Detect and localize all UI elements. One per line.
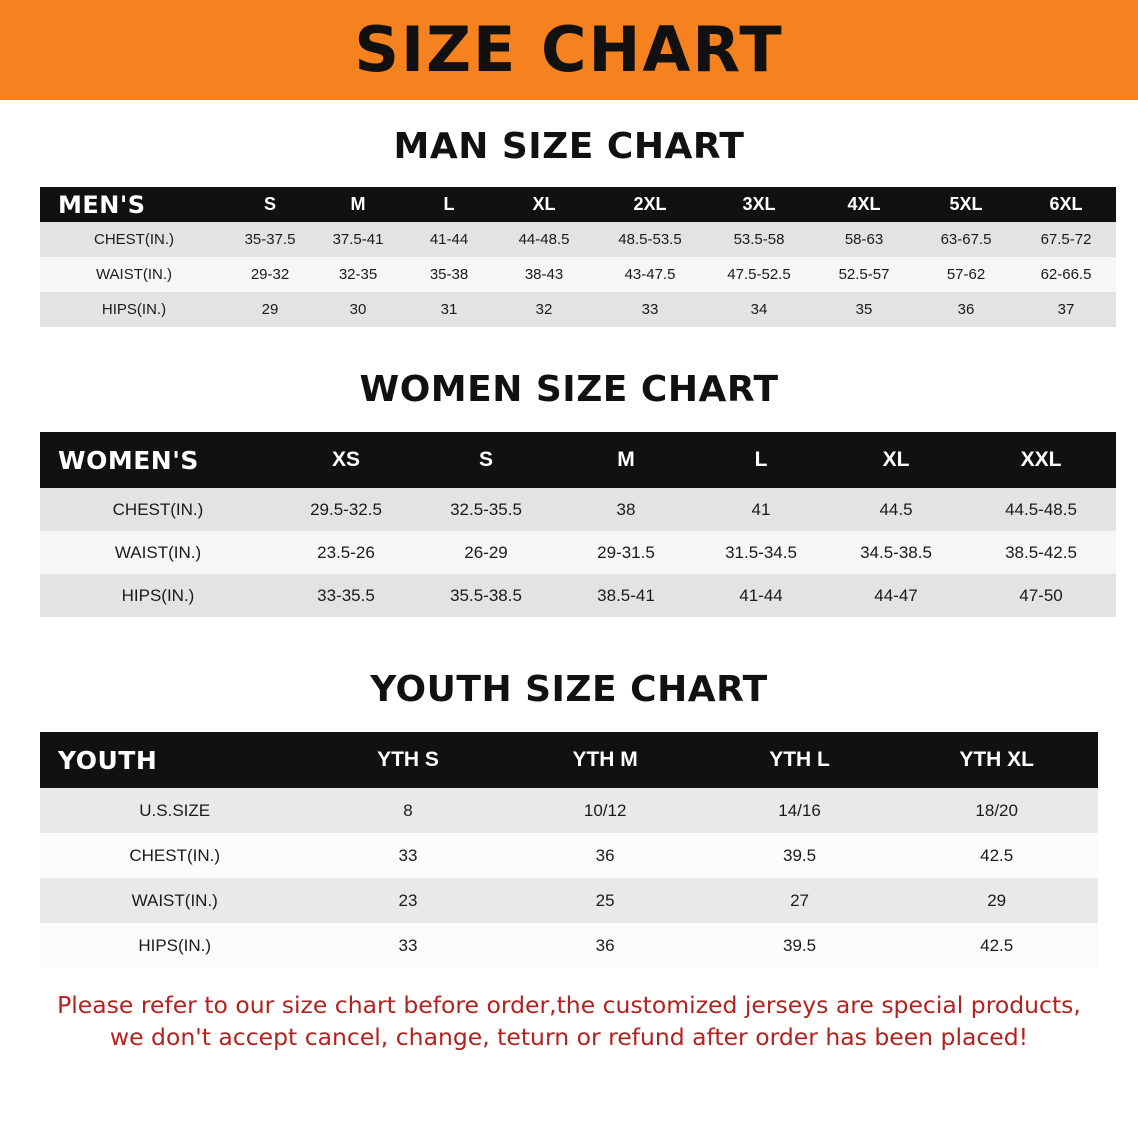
table-cell: 29 — [987, 890, 1007, 910]
table-cell: 8 — [403, 800, 413, 820]
man-size-table-wrapper — [40, 187, 1098, 327]
women-size-table — [40, 432, 1116, 617]
page-title: SIZE CHART — [354, 13, 784, 86]
table-cell: 62-66.5 — [1040, 266, 1092, 283]
table-row — [40, 257, 1116, 292]
table-row — [40, 488, 1116, 531]
table-header-row — [40, 432, 1116, 488]
men-header-s: S — [263, 194, 276, 214]
youth-row-label-chest: CHEST(IN.) — [129, 845, 221, 865]
women-section-heading: WOMEN SIZE CHART — [359, 369, 779, 410]
table-cell: 53.5-58 — [733, 231, 785, 248]
table-cell: 38 — [616, 499, 636, 519]
youth-table-body — [40, 788, 1098, 968]
women-header-xs: XS — [331, 448, 360, 471]
men-row-label-chest: CHEST(IN.) — [94, 231, 174, 248]
youth-header-ythS: YTH S — [377, 748, 439, 771]
table-cell: 29 — [261, 301, 279, 318]
table-cell: 38.5-42.5 — [1005, 542, 1077, 562]
men-header-label: MEN'S — [58, 190, 146, 219]
table-cell: 33-35.5 — [317, 585, 375, 605]
table-cell: 35-38 — [429, 266, 469, 283]
women-header-l: L — [754, 448, 768, 471]
table-cell: 18/20 — [975, 800, 1018, 820]
table-cell: 30 — [349, 301, 367, 318]
men-header-5xl: 5XL — [949, 194, 983, 214]
women-header-xxl: XXL — [1020, 448, 1062, 471]
table-row — [40, 292, 1116, 327]
table-cell: 44-48.5 — [518, 231, 570, 248]
men-row-label-waist: WAIST(IN.) — [95, 266, 173, 283]
table-cell: 48.5-53.5 — [618, 231, 682, 248]
page-banner — [0, 0, 1138, 100]
women-row-label-waist: WAIST(IN.) — [114, 542, 202, 562]
table-cell: 42.5 — [980, 845, 1014, 865]
table-row — [40, 222, 1116, 257]
table-cell: 29-31.5 — [597, 542, 655, 562]
table-cell: 39.5 — [782, 845, 817, 865]
table-row — [40, 833, 1098, 878]
table-cell: 32.5-35.5 — [450, 499, 522, 519]
men-header-3xl: 3XL — [742, 194, 776, 214]
table-cell: 35-37.5 — [244, 231, 296, 248]
table-header-row — [40, 187, 1116, 222]
table-row — [40, 878, 1098, 923]
men-header-4xl: 4XL — [847, 194, 881, 214]
table-cell: 38-43 — [524, 266, 564, 283]
women-table-body — [40, 488, 1116, 617]
youth-row-label-hips: HIPS(IN.) — [138, 935, 212, 955]
table-cell: 36 — [595, 845, 615, 865]
youth-table-header — [40, 732, 1098, 788]
women-header-label: WOMEN'S — [58, 445, 199, 475]
table-cell: 36 — [957, 301, 975, 318]
youth-header-ythM: YTH M — [572, 748, 638, 771]
table-cell: 33 — [398, 935, 418, 955]
women-header-xl: XL — [882, 448, 910, 471]
table-cell: 44-47 — [874, 585, 918, 605]
table-cell: 34 — [750, 301, 768, 318]
disclaimer-line-2: we don't accept cancel, change, teturn or refund after order has been placed! — [109, 1022, 1029, 1051]
youth-header-ythL: YTH L — [769, 748, 830, 771]
women-table-header — [40, 432, 1116, 488]
youth-section-heading: YOUTH SIZE CHART — [370, 669, 768, 710]
table-cell: 29-32 — [250, 266, 290, 283]
table-cell: 32-35 — [338, 266, 378, 283]
table-cell: 38.5-41 — [597, 585, 655, 605]
man-table-body — [40, 222, 1116, 327]
table-cell: 41-44 — [429, 231, 469, 248]
table-cell: 33 — [398, 845, 418, 865]
youth-size-table — [40, 732, 1098, 968]
disclaimer-line-1: Please refer to our size chart before order,the customized jerseys are special products, — [57, 991, 1081, 1019]
table-row — [40, 531, 1116, 574]
table-cell: 41 — [751, 499, 771, 519]
women-row-label-chest: CHEST(IN.) — [112, 499, 204, 519]
youth-row-label-waist: WAIST(IN.) — [131, 890, 218, 910]
women-row-label-hips: HIPS(IN.) — [121, 585, 195, 605]
table-cell: 33 — [641, 301, 659, 318]
table-cell: 29.5-32.5 — [310, 499, 382, 519]
women-size-table-wrapper — [40, 432, 1098, 617]
man-table-header — [40, 187, 1116, 222]
table-cell: 52.5-57 — [838, 266, 890, 283]
table-cell: 47-50 — [1019, 585, 1063, 605]
table-cell: 27 — [790, 890, 809, 910]
man-section-heading: MAN SIZE CHART — [393, 126, 745, 167]
table-row — [40, 574, 1116, 617]
table-cell: 37.5-41 — [332, 231, 384, 248]
table-cell: 31 — [440, 301, 458, 318]
table-row — [40, 923, 1098, 968]
table-cell: 37 — [1057, 301, 1075, 318]
men-header-6xl: 6XL — [1049, 194, 1083, 214]
table-cell: 41-44 — [739, 585, 783, 605]
table-cell: 42.5 — [980, 935, 1014, 955]
table-cell: 67.5-72 — [1040, 231, 1092, 248]
women-header-m: M — [617, 448, 635, 471]
youth-row-label-ussize: U.S.SIZE — [139, 800, 211, 820]
table-cell: 43-47.5 — [624, 266, 676, 283]
disclaimer-note — [36, 990, 1102, 1053]
table-cell: 14/16 — [778, 800, 821, 820]
table-cell: 31.5-34.5 — [725, 542, 797, 562]
table-cell: 35 — [855, 301, 873, 318]
table-cell: 39.5 — [782, 935, 817, 955]
men-header-l: L — [443, 194, 455, 214]
women-header-s: S — [478, 448, 493, 471]
table-cell: 25 — [595, 890, 615, 910]
table-cell: 36 — [595, 935, 615, 955]
table-cell: 57-62 — [946, 266, 986, 283]
table-cell: 58-63 — [844, 231, 884, 248]
table-cell: 63-67.5 — [940, 231, 992, 248]
table-cell: 10/12 — [583, 800, 627, 820]
man-size-table — [40, 187, 1116, 327]
table-cell: 23.5-26 — [317, 542, 375, 562]
table-cell: 23 — [398, 890, 418, 910]
table-header-row — [40, 732, 1098, 788]
youth-header-ythXL: YTH XL — [959, 748, 1035, 771]
men-header-2xl: 2XL — [633, 194, 667, 214]
table-cell: 32 — [535, 301, 553, 318]
table-cell: 34.5-38.5 — [860, 542, 932, 562]
men-row-label-hips: HIPS(IN.) — [101, 301, 167, 318]
table-cell: 26-29 — [464, 542, 508, 562]
men-header-m: M — [350, 194, 366, 214]
youth-header-label: YOUTH — [58, 745, 158, 775]
table-cell: 47.5-52.5 — [727, 266, 791, 283]
table-cell: 44.5 — [879, 499, 913, 519]
men-header-xl: XL — [532, 194, 556, 214]
table-cell: 35.5-38.5 — [450, 585, 522, 605]
table-row — [40, 788, 1098, 833]
youth-size-table-wrapper — [40, 732, 1098, 968]
table-cell: 44.5-48.5 — [1005, 499, 1077, 519]
